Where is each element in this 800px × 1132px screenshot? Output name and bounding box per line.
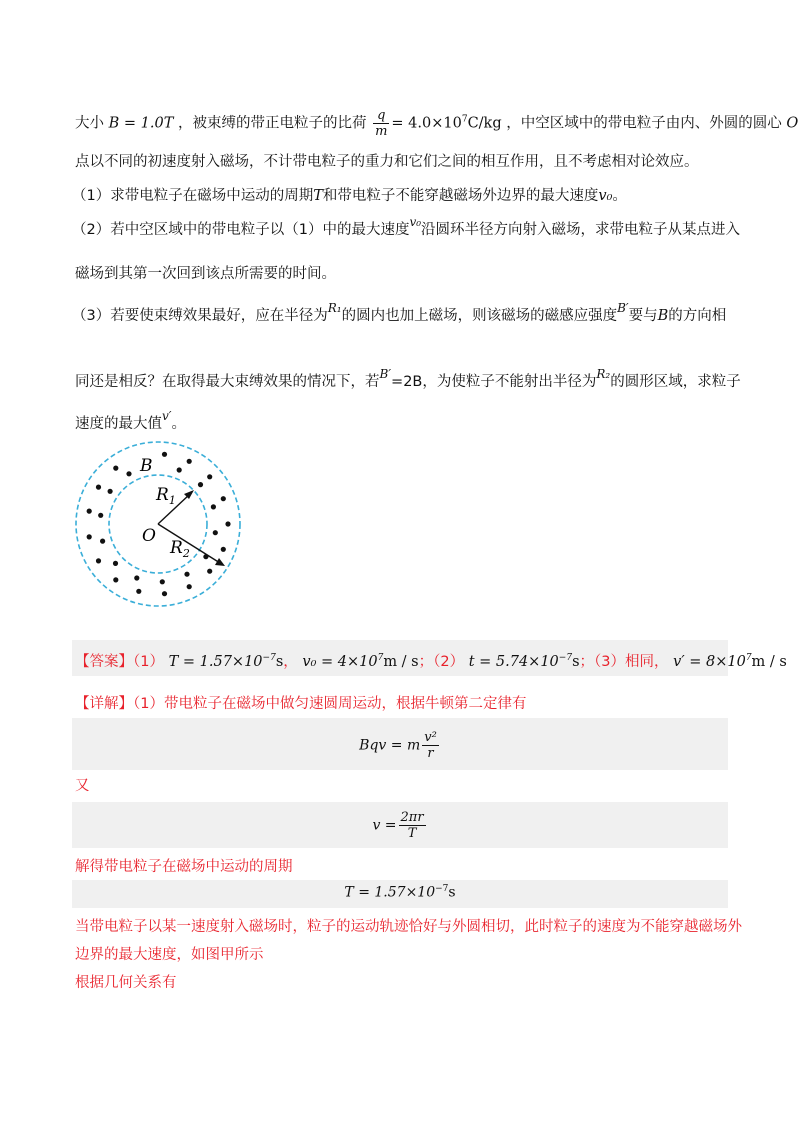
equation-2: v = $\frac{2\pi r}{T}$ [372, 810, 424, 841]
equation-3: $T = 1.57\times 10^{-7}s$ [344, 884, 456, 901]
field-dot [96, 558, 101, 563]
B-symbol: B [657, 308, 669, 324]
exponent: 7 [461, 114, 468, 125]
field-dot [187, 584, 192, 589]
Bprime-symbol: B′ [617, 301, 629, 315]
text: 和带电粒子不能穿越磁场外边界的最大速度 [322, 188, 599, 204]
text: 同还是相反？在取得最大束缚效果的情况下，若 [75, 374, 380, 390]
label-O: O [142, 526, 156, 546]
field-dot [126, 471, 131, 476]
text: ，中空区域中的带电粒子由内、外圆的圆心 [506, 115, 782, 132]
R2-symbol: R₂ [596, 367, 611, 381]
T-symbol: T [313, 188, 323, 204]
B-value: B = 1.0T [108, 115, 174, 132]
question-2 [72, 215, 741, 240]
field-dot [213, 530, 218, 535]
detail-tag: 【详解】 [75, 696, 133, 712]
text: 的圆形区域，求粒子 [610, 374, 741, 390]
question-3-line-3 [75, 409, 735, 434]
field-dot [221, 496, 226, 501]
text: 。 [171, 416, 187, 432]
field-dot [187, 459, 192, 464]
answer-vprime: $v' = 8\times 10^7m / s$ [673, 653, 787, 670]
unit: C/kg [467, 115, 502, 132]
text: ， [283, 653, 298, 670]
text: （1） [133, 653, 164, 670]
answer-T: $T = 1.57\times 10^{-7}s$ [168, 653, 284, 670]
text: 的圆内也加上磁场，则该磁场的磁感应强度 [341, 308, 618, 324]
text: （1）带电粒子在磁场中做匀速圆周运动，根据牛顿第二定律有 [133, 696, 527, 712]
answer-v0: $v_0 = 4\times 10^7m / s$ [302, 653, 419, 670]
field-dot [87, 509, 92, 514]
field-dot [113, 466, 118, 471]
text: ，被束缚的带正电粒子的比荷 [177, 115, 367, 132]
field-dot [100, 539, 105, 544]
field-dot [207, 474, 212, 479]
answer-line [75, 648, 787, 672]
question-3 [72, 301, 732, 326]
field-dot [198, 482, 203, 487]
field-dot [136, 589, 141, 594]
detail-paragraph-2: 边界的最大速度，如图甲所示 [75, 947, 264, 963]
label-R1: $R_1$ [156, 485, 176, 507]
answer-tag: 【答案】 [75, 653, 133, 670]
ratio-value: = 4.0×10 [391, 115, 462, 132]
field-dot [211, 504, 216, 509]
detail-solve: 解得带电粒子在磁场中运动的周期 [75, 859, 293, 875]
label-R2: $R_2$ [170, 538, 190, 560]
detail-geometry: 根据几何关系有 [75, 975, 177, 991]
text: ；（3）相同， [579, 653, 669, 670]
O-symbol: O [786, 115, 799, 132]
field-dot [96, 485, 101, 490]
field-dot [207, 569, 212, 574]
detail-you: 又 [75, 778, 90, 794]
R1-symbol: R₁ [327, 301, 342, 315]
field-dot [87, 534, 92, 539]
text: 速度的最大值 [75, 416, 162, 432]
R2-arrowhead [215, 558, 225, 566]
field-dot [225, 521, 230, 526]
field-dot [113, 577, 118, 582]
question-3-line-2 [75, 367, 741, 392]
v0-symbol: v₀ [409, 215, 422, 229]
problem-line-2: 点以不同的初速度射入磁场，不计带电粒子的重力和它们之间的相互作用，且不考虑相对论效应。 [75, 154, 699, 170]
field-dot [98, 513, 103, 518]
equation-1: Bqv = m $\frac{\text{v²}}{r}$ [359, 730, 437, 761]
field-dot [160, 579, 165, 584]
field-dot [162, 591, 167, 596]
text: =2B，为使粒子不能射出半径为 [391, 374, 597, 390]
field-dot [134, 575, 139, 580]
text: （2）若中空区域中的带电粒子以（1）中的最大速度 [72, 222, 410, 238]
field-dot [177, 467, 182, 472]
field-dot [162, 452, 167, 457]
question-1 [72, 186, 732, 206]
text: （1）求带电粒子在磁场中运动的周期 [72, 188, 314, 204]
detail-paragraph-1: 当带电粒子以某一速度射入磁场时，粒子的运动轨迹恰好与外圆相切，此时粒子的速度为不能穿越磁场外 [75, 919, 742, 935]
field-dot [184, 572, 189, 577]
v0-symbol: v₀ [598, 188, 613, 204]
problem-line-1 [75, 108, 799, 139]
text: 要与 [628, 308, 658, 324]
field-dot [221, 547, 226, 552]
text: 沿圆环半径方向射入磁场，求带电粒子从某点进入 [421, 222, 741, 238]
answer-t: $t = 5.74\times 10^{-7}s$ [468, 653, 580, 670]
magnetic-field-figure [70, 438, 250, 610]
text: 。 [612, 188, 627, 204]
text: ；（2） [418, 653, 465, 670]
label-B: B [140, 456, 153, 476]
Bprime-symbol: B′ [379, 367, 392, 381]
detail-intro [75, 694, 735, 714]
field-dot [108, 489, 113, 494]
vprime-symbol: v′ [162, 409, 172, 423]
charge-mass-fraction: $\frac{q}{m}$ [375, 108, 388, 139]
text: 的方向相 [668, 308, 727, 324]
field-dot [113, 561, 118, 566]
question-2-line-2: 磁场到其第一次回到该点所需要的时间。 [75, 266, 336, 282]
text: （3）若要使束缚效果最好，应在半径为 [72, 308, 328, 324]
text: 大小 [75, 115, 104, 132]
